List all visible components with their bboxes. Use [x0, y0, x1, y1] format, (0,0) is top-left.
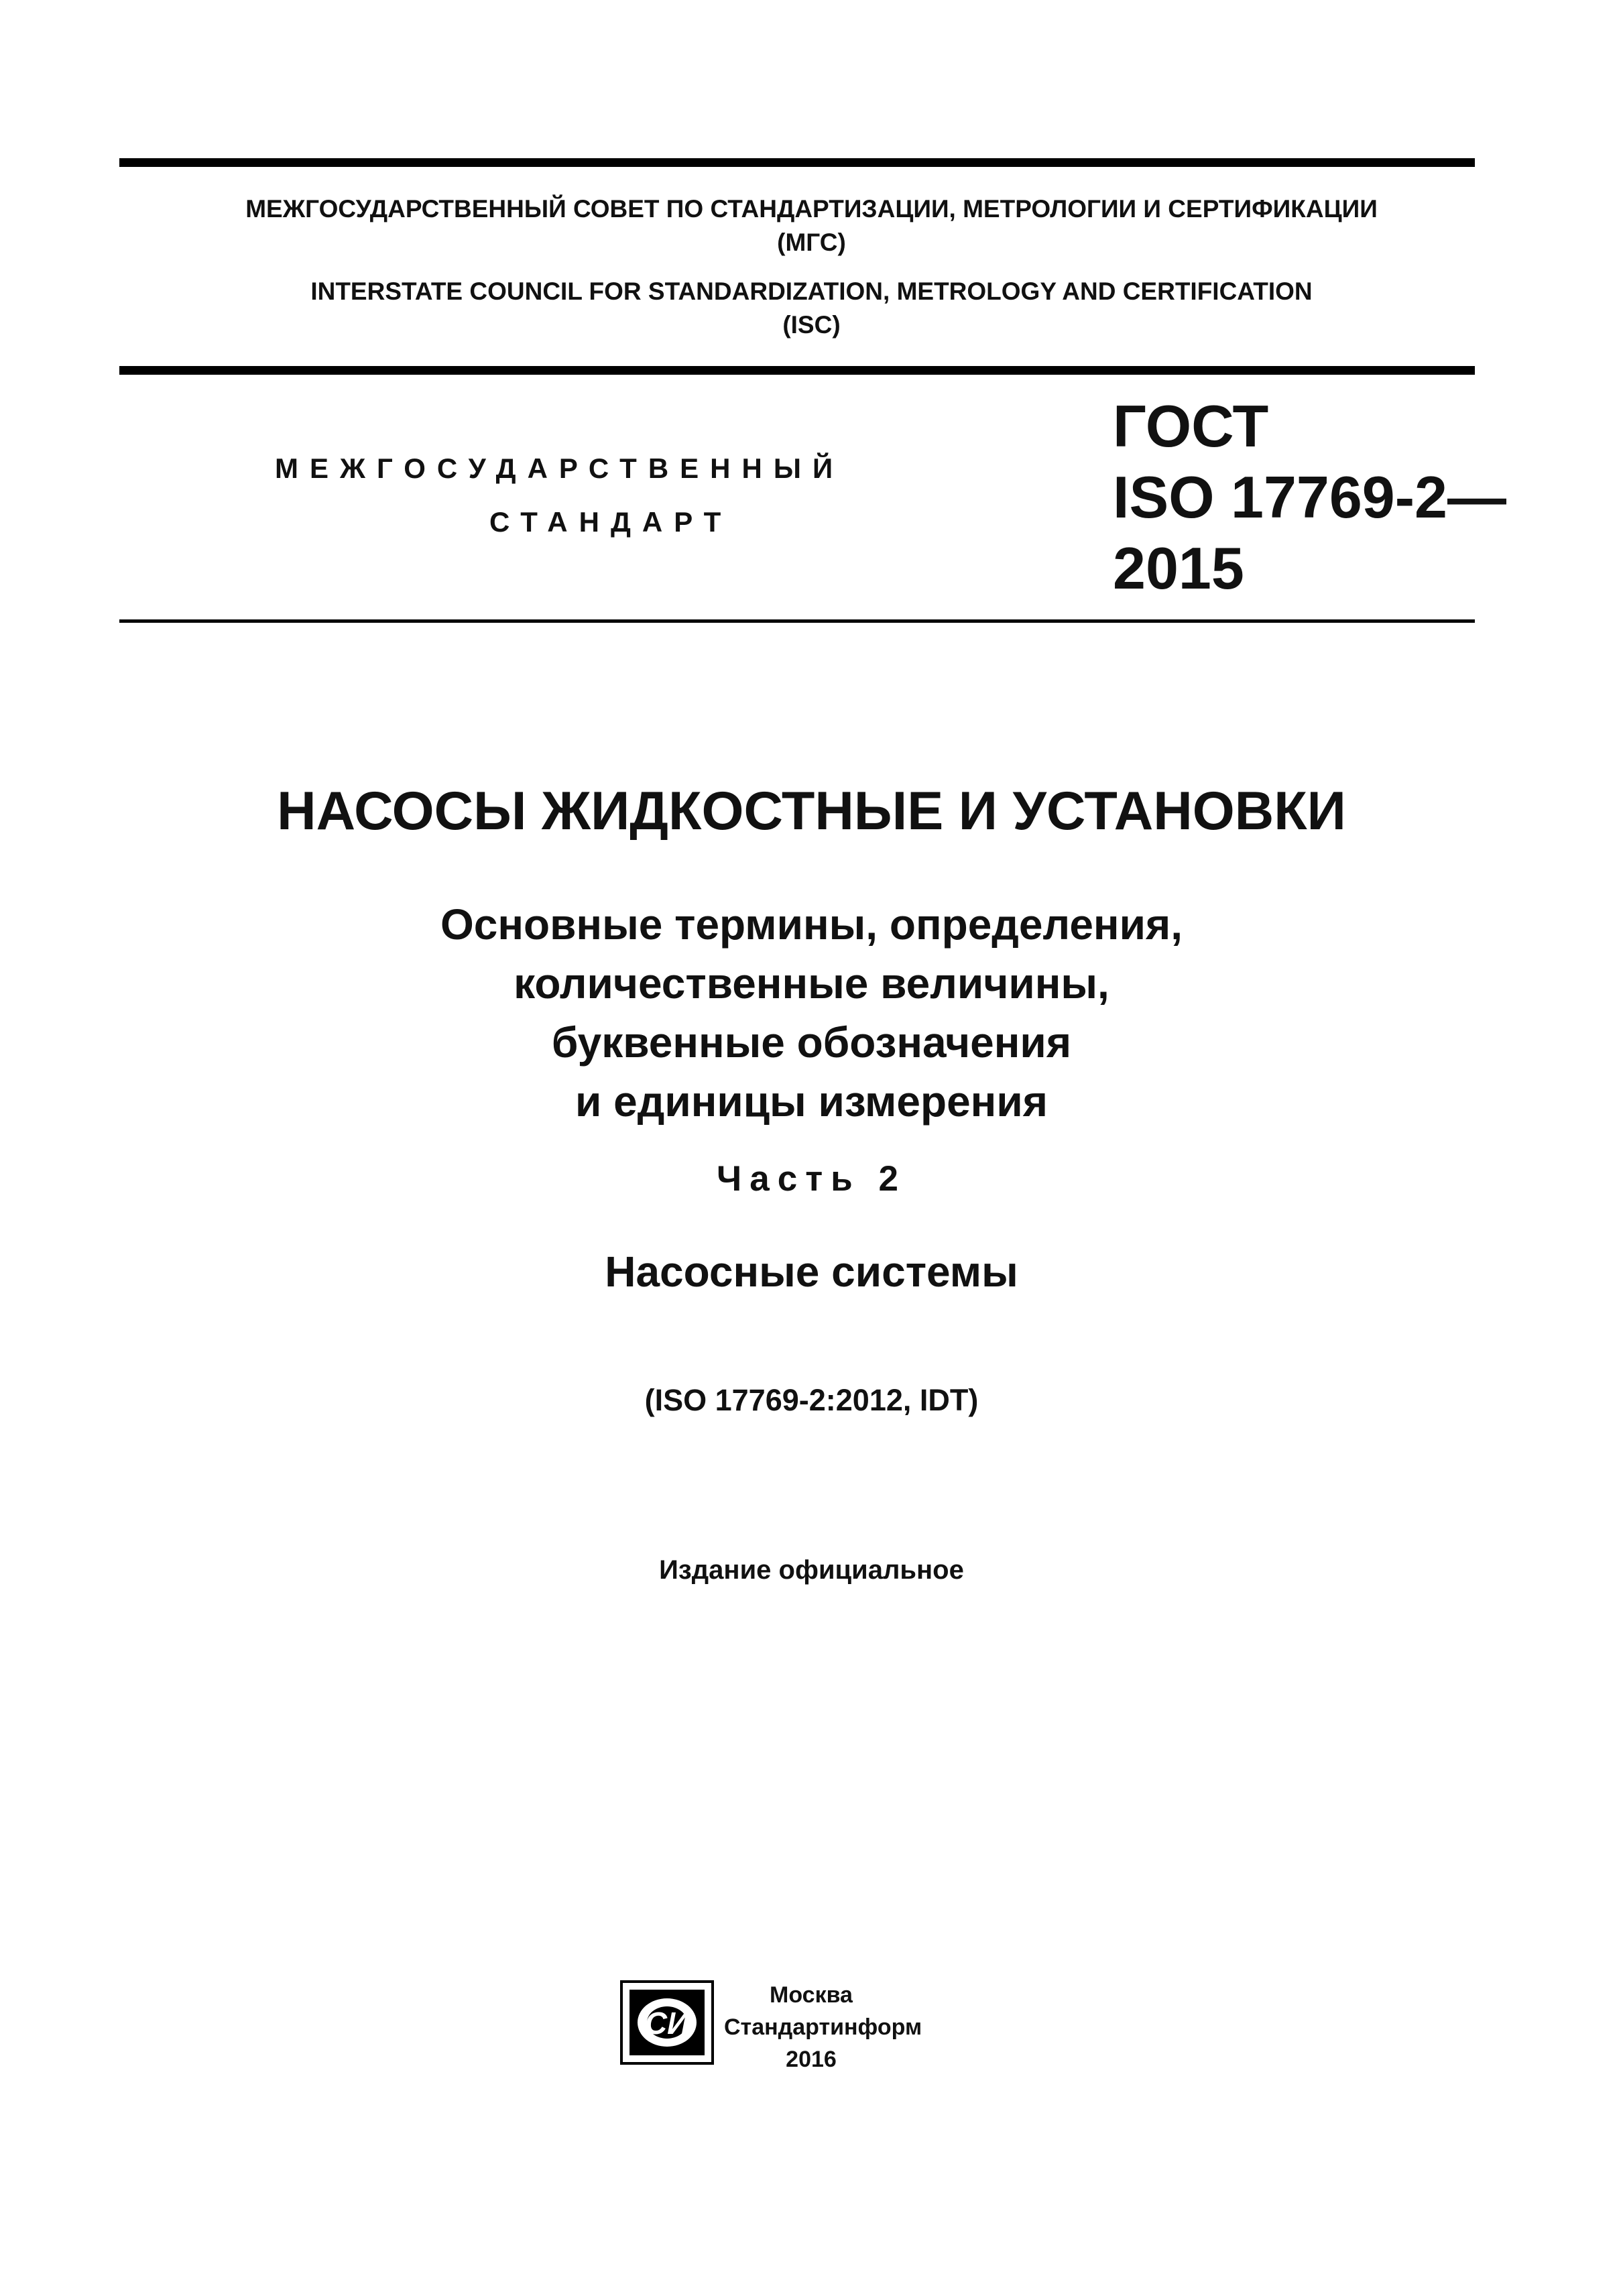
- standartinform-logo-icon: [620, 1980, 714, 2065]
- subtitle-line: Основные термины, определения,: [440, 900, 1183, 949]
- part-name: Насосные системы: [605, 1248, 1018, 1296]
- logo-text: СИ: [644, 2006, 690, 2041]
- designation-gost: ГОСТ: [1113, 393, 1269, 459]
- council-name-en: [0, 275, 1623, 342]
- council-abbr-en: (ISC): [782, 311, 841, 339]
- council-name-ru: [0, 192, 1623, 259]
- designation-bottom-rule: [119, 619, 1475, 623]
- standard-type-line2: СТАНДАРТ: [489, 506, 733, 538]
- designation-year: 2015: [1113, 535, 1244, 601]
- publisher-city: Москва: [770, 1982, 853, 2008]
- publisher-block: [724, 1979, 922, 2075]
- subtitle-line: буквенные обозначения: [551, 1018, 1072, 1067]
- publisher-name: Стандартинформ: [724, 2014, 922, 2040]
- council-name-en-line: INTERSTATE COUNCIL FOR STANDARDIZATION, METROLOGY AND CERTIFICATION: [310, 278, 1313, 305]
- edition-label: Издание официальное: [659, 1555, 964, 1585]
- document-subtitle: [0, 895, 1623, 1131]
- council-abbr-ru: (МГС): [777, 229, 846, 256]
- subtitle-line: и единицы измерения: [575, 1077, 1048, 1126]
- header-divider-rule: [119, 366, 1475, 375]
- top-rule: [119, 158, 1475, 167]
- standard-designation: [1113, 391, 1506, 604]
- designation-number: ISO 17769-2—: [1113, 464, 1506, 530]
- standard-type-line1: МЕЖГОСУДАРСТВЕННЫЙ: [275, 452, 845, 484]
- publisher-year: 2016: [786, 2047, 837, 2072]
- part-number: Часть 2: [717, 1159, 906, 1199]
- document-title: НАСОСЫ ЖИДКОСТНЫЕ И УСТАНОВКИ: [277, 781, 1346, 841]
- council-name-ru-line: МЕЖГОСУДАРСТВЕННЫЙ СОВЕТ ПО СТАНДАРТИЗАЦИИ, МЕТРОЛОГИИ И СЕРТИФИКАЦИИ: [245, 195, 1378, 223]
- iso-reference: (ISO 17769-2:2012, IDT): [644, 1383, 979, 1417]
- subtitle-line: количественные величины,: [514, 959, 1109, 1008]
